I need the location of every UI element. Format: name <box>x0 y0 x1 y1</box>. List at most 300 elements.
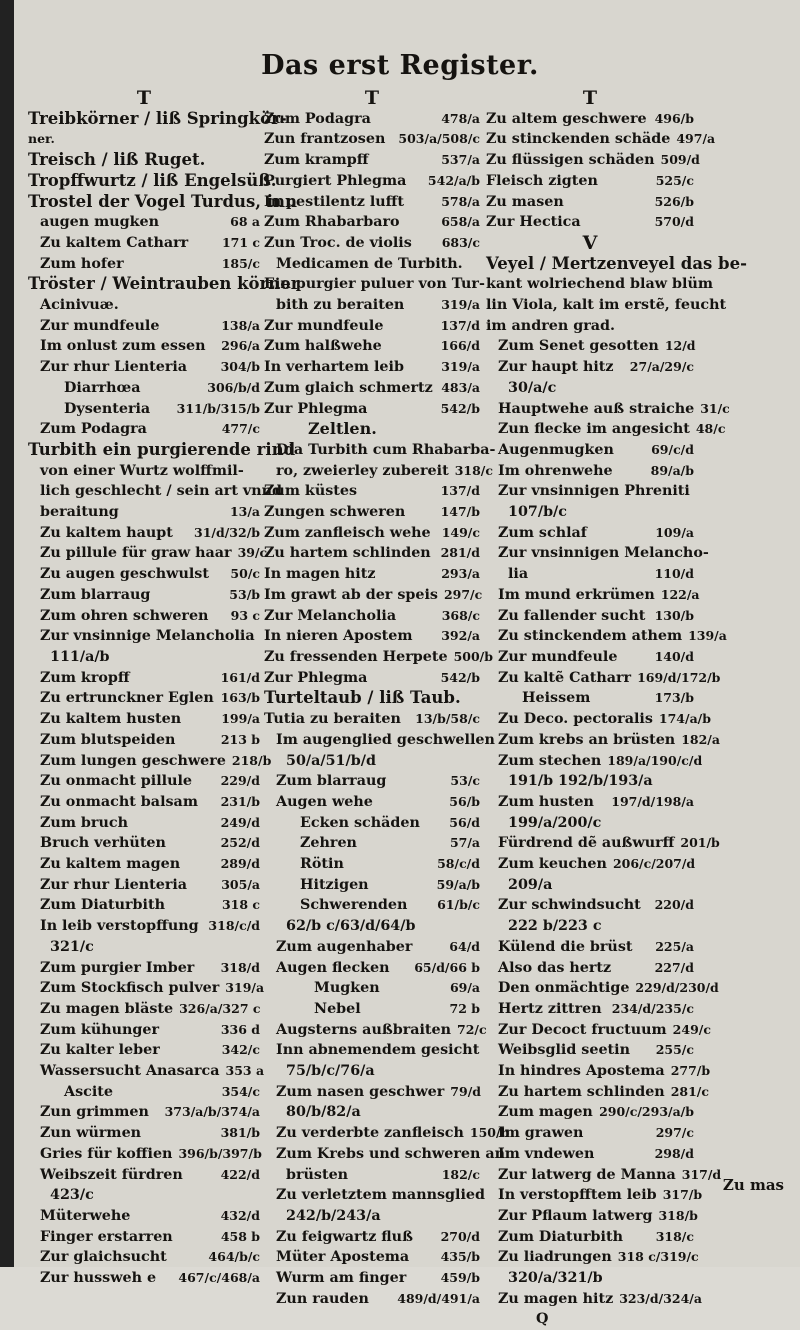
entry-term: Ecken schäden <box>300 814 420 831</box>
entry-page-ref: 318/c <box>655 1228 694 1244</box>
entry-page-ref: 53/b <box>229 586 260 602</box>
entry-term: Augen flecken <box>276 959 390 976</box>
entry-term: Tutia zu beraiten <box>264 711 401 728</box>
entry-page-ref: 683/c <box>441 234 480 250</box>
index-entry <box>486 1289 702 1310</box>
index-entry <box>486 150 700 171</box>
index-entry <box>486 523 694 544</box>
entry-term: Zum Senet gesotten <box>498 338 659 355</box>
entry-page-ref: 201/b <box>680 835 720 851</box>
index-entry <box>28 212 260 233</box>
index-entry <box>264 626 480 647</box>
entry-term: Zur Pflaum latwerg <box>498 1207 653 1224</box>
entry-term: Zur Melancholia <box>264 607 397 624</box>
index-entry <box>486 668 721 689</box>
entry-term: Zu hartem schlinden <box>264 545 431 562</box>
entry-term: In magen hitz <box>264 566 376 583</box>
entry-term: Zum nasen geschwer <box>276 1083 445 1100</box>
entry-term: augen mugken <box>40 214 160 231</box>
entry-term: Zur haupt hitz <box>498 359 614 376</box>
entry-page-ref: 13/b/58/c <box>415 711 480 727</box>
entry-term: Zu liadrungen <box>498 1249 612 1266</box>
index-entry <box>486 419 726 440</box>
entry-page-ref: 189/a/190/c/d <box>607 752 703 768</box>
index-entry <box>486 1165 722 1186</box>
entry-term: Zu feigwartz fluß <box>276 1228 413 1245</box>
entry-term: Zun würmen <box>40 1125 142 1142</box>
entry-term: Zur mundfeule <box>498 648 618 665</box>
index-entry <box>264 1165 480 1186</box>
index-entry <box>264 316 480 337</box>
index-entry <box>28 668 260 689</box>
index-entry <box>486 1185 703 1206</box>
headword: Trostel der Vogel Turdus, inn <box>28 191 298 211</box>
entry-term: Müterwehe <box>40 1207 131 1224</box>
entry-page-ref: 542/b <box>440 400 480 416</box>
entry-page-ref: 500/b <box>453 648 493 664</box>
index-entry <box>264 585 483 606</box>
headword: Treisch / liß Ruget. <box>28 150 206 170</box>
entry-page-ref: 137/d <box>440 317 480 333</box>
index-column-1 <box>28 87 300 1289</box>
index-line: 50/a/51/b/d <box>286 752 376 769</box>
index-entry <box>264 233 480 254</box>
entry-term: Zum Podagra <box>40 421 147 438</box>
entry-page-ref: 459/b <box>440 1270 480 1286</box>
index-entry <box>486 833 720 854</box>
entry-term: Zum halßwehe <box>264 338 382 355</box>
entry-page-ref: 64/d <box>449 938 480 954</box>
entry-page-ref: 318 c/319/c <box>617 1249 699 1265</box>
entry-term: Zum küstes <box>264 483 358 500</box>
entry-term: Zu ertrunckner Eglen <box>40 690 214 707</box>
entry-page-ref: 229/d/230/d <box>635 980 719 996</box>
entry-term: Zum Diaturbith <box>498 1228 623 1245</box>
entry-page-ref: 109/a <box>655 524 694 540</box>
entry-page-ref: 318/c/d <box>208 918 260 934</box>
entry-page-ref: 161/d <box>220 669 260 685</box>
index-line: Zur vnsinnige Melancholia <box>40 628 255 645</box>
entry-term: lia <box>508 566 529 583</box>
entry-term: Zum schlaf <box>498 524 587 541</box>
entry-term: Zu kaltem Catharr <box>40 234 189 251</box>
entry-term: Zum magen <box>498 1104 593 1121</box>
headword: Turbith ein purgierende rind <box>28 439 296 459</box>
index-entry <box>28 357 260 378</box>
index-entry <box>28 1123 260 1144</box>
entry-page-ref: 318/c <box>454 462 493 478</box>
entry-page-ref: 227/d <box>654 959 694 975</box>
headword: Tropffwurtz / liß Engelsüß. <box>28 170 277 190</box>
entry-page-ref: 318 c <box>221 897 260 913</box>
entry-page-ref: 489/d/491/a <box>397 1290 480 1306</box>
entry-page-ref: 174/a/b <box>658 711 711 727</box>
index-entry <box>264 564 480 585</box>
entry-page-ref: 342/c <box>221 1042 260 1058</box>
entry-term: Zu kaltem husten <box>40 711 182 728</box>
index-entry <box>264 212 480 233</box>
entry-term: Zu fallender sucht <box>498 607 646 624</box>
index-entry <box>28 792 260 813</box>
entry-term: Zur Phlegma <box>264 400 368 417</box>
entry-term: Zum Rhabarbaro <box>264 214 400 231</box>
index-entry <box>264 1082 480 1103</box>
index-entry <box>28 1102 260 1123</box>
subheading: Zeltlen. <box>308 419 377 439</box>
entry-page-ref: 537/a <box>441 152 480 168</box>
index-entry <box>486 1144 694 1165</box>
index-line: kant wolriechend blaw blüm <box>486 276 713 293</box>
index-entry <box>28 1082 260 1103</box>
entry-term: Zur Decoct fructuum <box>498 1021 667 1038</box>
index-entry <box>28 709 260 730</box>
index-entry <box>486 730 720 751</box>
entry-term: In hindres Apostema <box>498 1063 665 1080</box>
index-entry <box>28 502 260 523</box>
entry-page-ref: 72/c <box>457 1021 487 1037</box>
entry-term: In verhartem leib <box>264 359 404 376</box>
entry-term: Diarrhœa <box>64 379 141 396</box>
index-entry <box>28 958 260 979</box>
entry-page-ref: 249/d <box>220 814 260 830</box>
entry-term: Zu stinckendem athem <box>498 628 683 645</box>
index-entry <box>264 999 480 1020</box>
index-entry <box>486 937 694 958</box>
entry-term: bith zu beraiten <box>276 297 405 314</box>
index-entry <box>486 192 694 213</box>
index-line: 320/a/321/b <box>508 1270 603 1287</box>
entry-page-ref: 229/d <box>220 773 260 789</box>
index-entry <box>264 958 480 979</box>
entry-term: Zum Podagra <box>264 110 371 127</box>
entry-term: Mugken <box>314 980 380 997</box>
index-entry <box>264 813 480 834</box>
index-entry <box>264 543 480 564</box>
index-entry <box>264 1247 480 1268</box>
index-entry <box>28 771 260 792</box>
entry-page-ref: 61/b/c <box>437 897 480 913</box>
entry-page-ref: 59/a/b <box>436 876 480 892</box>
headword: Tröster / Weintrauben körner <box>28 274 300 294</box>
entry-term: brüsten <box>286 1166 349 1183</box>
entry-page-ref: 435/b <box>440 1249 480 1265</box>
entry-term: Zu Deco. pectoralis <box>498 711 653 728</box>
index-entry <box>486 399 730 420</box>
entry-page-ref: 319/a <box>441 297 480 313</box>
entry-page-ref: 68 a <box>230 214 260 230</box>
index-entry <box>486 792 694 813</box>
index-entry <box>486 212 694 233</box>
entry-page-ref: 138/a <box>221 317 260 333</box>
entry-page-ref: 213 b <box>220 731 260 747</box>
entry-term: Zu onmacht pillule <box>40 773 193 790</box>
index-entry <box>28 316 260 337</box>
entry-term: Zum stechen <box>498 752 602 769</box>
entry-page-ref: 467/c/468/a <box>178 1270 260 1286</box>
index-entry <box>28 730 260 751</box>
entry-term: Zu kaltẽ Catharr <box>498 669 632 686</box>
index-line: 209/a <box>508 876 553 893</box>
entry-term: Zu masen <box>486 193 564 210</box>
index-entry <box>486 129 716 150</box>
index-line: 75/b/c/76/a <box>286 1063 375 1080</box>
index-entry <box>486 999 694 1020</box>
index-entry <box>486 606 694 627</box>
entry-page-ref: 496/b <box>654 110 694 126</box>
entry-page-ref: 182/c <box>441 1166 480 1182</box>
index-line: 111/a/b <box>50 648 110 665</box>
entry-term: Den onmächtige <box>498 980 630 997</box>
entry-term: Zum zanfleisch wehe <box>264 524 431 541</box>
entry-page-ref: 252/d <box>220 835 260 851</box>
entry-term: Zu flüssigen schäden <box>486 152 655 169</box>
entry-term: Augen wehe <box>276 793 373 810</box>
index-entry <box>264 150 480 171</box>
entry-term: Zum krebs an brüsten <box>498 731 676 748</box>
index-line: Medicamen de Turbith. <box>276 255 463 272</box>
index-entry <box>28 543 268 564</box>
entry-term: Weibsglid seetin <box>498 1042 630 1059</box>
entry-term: Dysenteria <box>64 400 151 417</box>
index-entry <box>264 336 480 357</box>
entry-term: In verstopfftem leib <box>498 1187 657 1204</box>
index-entry <box>486 626 727 647</box>
index-entry <box>28 1268 260 1289</box>
entry-page-ref: 249/c <box>672 1021 711 1037</box>
index-entry <box>28 254 260 275</box>
index-line: lich geschlecht / sein art vnnd <box>40 483 283 500</box>
entry-page-ref: 318/d <box>220 959 260 975</box>
entry-page-ref: 432/d <box>220 1207 260 1223</box>
entry-term: Bruch verhüten <box>40 835 166 852</box>
entry-page-ref: 319/a <box>441 359 480 375</box>
entry-page-ref: 381/b <box>220 1125 260 1141</box>
entry-page-ref: 56/b <box>449 793 480 809</box>
entry-term: In leib verstopffung <box>40 918 199 935</box>
index-line: Zu verletztem mannsglied <box>276 1187 485 1204</box>
index-line: Acinivuæ. <box>40 297 119 314</box>
index-line: lin Viola, kalt im erstẽ, feucht <box>486 297 727 314</box>
entry-term: Im vndewen <box>498 1145 595 1162</box>
entry-page-ref: 306/b/d <box>207 379 260 395</box>
index-entry <box>486 854 694 875</box>
index-entry <box>264 1268 480 1289</box>
entry-term: Im onlust zum essen <box>40 338 206 355</box>
entry-term: Zun frantzosen <box>264 131 386 148</box>
index-line: 199/a/200/c <box>508 814 602 831</box>
entry-term: Finger erstarren <box>40 1228 173 1245</box>
entry-page-ref: 39/c <box>237 545 268 561</box>
entry-term: Zur schwindsucht <box>498 897 641 914</box>
index-entry <box>264 1227 480 1248</box>
entry-term: Zum bruch <box>40 814 128 831</box>
entry-term: In pestilentz lufft <box>264 193 405 210</box>
entry-term: Zu stinckenden schäde <box>486 131 671 148</box>
entry-term: Zu fressenden Herpete <box>264 648 448 665</box>
index-entry <box>486 564 694 585</box>
index-entry <box>28 1165 260 1186</box>
entry-term: Im grawen <box>498 1125 584 1142</box>
entry-page-ref: 206/c/207/d <box>612 856 696 872</box>
index-entry <box>486 1082 709 1103</box>
entry-page-ref: 220/d <box>654 897 694 913</box>
entry-term: Nebel <box>314 1000 361 1017</box>
entry-page-ref: 317/d <box>681 1166 722 1182</box>
entry-page-ref: 478/a <box>441 110 480 126</box>
entry-page-ref: 130/b <box>654 607 694 623</box>
entry-page-ref: 525/c <box>655 172 694 188</box>
index-entry <box>264 461 493 482</box>
headword: Treibkörner / liß Springkör- <box>28 108 287 128</box>
entry-term: Weibszeit fürdren <box>40 1166 183 1183</box>
index-entry <box>264 937 480 958</box>
entry-term: Also das hertz <box>498 959 612 976</box>
section-letter: T <box>364 87 380 109</box>
entry-page-ref: 464/b/c <box>208 1249 260 1265</box>
entry-page-ref: 185/c <box>221 255 260 271</box>
entry-term: Zu magen hitz <box>498 1290 614 1307</box>
entry-term: Zum Diaturbith <box>40 897 165 914</box>
index-line: im andren grad. <box>486 317 615 334</box>
entry-page-ref: 110/d <box>654 566 694 582</box>
entry-page-ref: 173/b <box>654 690 694 706</box>
entry-page-ref: 58/c/d <box>437 856 480 872</box>
entry-term: Zum blarraug <box>276 773 387 790</box>
entry-page-ref: 57/a <box>449 835 480 851</box>
index-entry <box>486 357 694 378</box>
index-line: Zur vnsinnigen Phreniti <box>498 483 690 500</box>
entry-term: Zun rauden <box>276 1290 369 1307</box>
index-line: 242/b/243/a <box>286 1207 381 1224</box>
index-entry <box>28 1144 260 1165</box>
index-entry <box>264 502 480 523</box>
entry-term: Zun grimmen <box>40 1104 149 1121</box>
entry-term: Müter Apostema <box>276 1249 410 1266</box>
entry-term: beraitung <box>40 504 119 521</box>
entry-term: Im ohrenwehe <box>498 462 613 479</box>
entry-page-ref: 281/c <box>670 1083 709 1099</box>
index-line: von einer Wurtz wolffmil- <box>40 462 244 479</box>
index-entry <box>28 564 260 585</box>
entry-page-ref: 290/c/293/a/b <box>599 1104 694 1120</box>
entry-page-ref: 72 b <box>449 1000 480 1016</box>
index-line: Zur vnsinnigen Melancho- <box>498 545 709 562</box>
entry-page-ref: 218/b <box>231 752 272 768</box>
entry-term: Zum blutspeiden <box>40 731 176 748</box>
entry-term: ro, zweierley zubereit <box>276 462 449 479</box>
index-entry <box>264 1123 510 1144</box>
entry-term: Zehren <box>300 835 357 852</box>
entry-page-ref: 150/b <box>469 1125 510 1141</box>
index-entry <box>28 1061 265 1082</box>
entry-term: Zum ohren schweren <box>40 607 209 624</box>
headword: Turteltaub / liß Taub. <box>264 688 461 708</box>
index-entry <box>264 895 480 916</box>
index-line: 62/b c/63/d/64/b <box>286 918 416 935</box>
index-entry <box>28 606 260 627</box>
entry-term: Purgiert Phlegma <box>264 172 407 189</box>
entry-page-ref: 503/a/508/c <box>398 131 480 147</box>
index-entry <box>264 378 480 399</box>
entry-page-ref: 298/d <box>654 1145 694 1161</box>
index-line: Dia Turbith cum Rhabarba- <box>276 441 496 458</box>
entry-term: Schwerenden <box>300 897 408 914</box>
entry-term: Ascite <box>64 1083 113 1100</box>
index-entry <box>28 399 260 420</box>
entry-page-ref: 289/d <box>220 856 260 872</box>
entry-page-ref: 483/a <box>441 379 480 395</box>
entry-page-ref: 509/d <box>660 152 700 168</box>
entry-page-ref: 163/b <box>220 690 260 706</box>
entry-term: Külend die brüst <box>498 938 633 955</box>
index-entry <box>28 916 260 937</box>
index-entry <box>28 1020 260 1041</box>
entry-page-ref: 69/c/d <box>651 441 694 457</box>
index-entry <box>486 688 694 709</box>
index-entry <box>264 357 480 378</box>
entry-term: Zur rhur Lienteria <box>40 876 188 893</box>
entry-term: Zun flecke im angesicht <box>498 421 690 438</box>
entry-page-ref: 270/d <box>440 1228 480 1244</box>
entry-term: Zum augenhaber <box>276 938 413 955</box>
entry-page-ref: 317/b <box>662 1187 703 1203</box>
index-entry <box>486 1020 711 1041</box>
entry-page-ref: 53/c <box>450 773 480 789</box>
index-entry <box>28 978 265 999</box>
entry-page-ref: 139/a <box>688 628 727 644</box>
index-entry <box>28 1040 260 1061</box>
index-entry <box>486 1247 699 1268</box>
entry-term: Zur latwerg de Manna <box>498 1166 676 1183</box>
index-entry <box>264 109 480 130</box>
entry-term: Zum Stockfisch pulver <box>40 980 220 997</box>
entry-term: Zun Troc. de violis <box>264 234 412 251</box>
index-entry <box>486 461 694 482</box>
index-entry <box>486 1123 694 1144</box>
index-entry <box>486 1040 694 1061</box>
entry-page-ref: 526/b <box>654 193 694 209</box>
entry-term: Zur rhur Lienteria <box>40 359 188 376</box>
entry-page-ref: 368/c <box>441 607 480 623</box>
entry-page-ref: 353 a <box>225 1063 265 1079</box>
entry-page-ref: 277/b <box>670 1063 711 1079</box>
entry-page-ref: 166/d <box>440 338 480 354</box>
entry-page-ref: 48/c <box>695 421 726 437</box>
index-entry <box>264 192 480 213</box>
catchword: Zu mas <box>722 1176 784 1194</box>
entry-term: Wurm am finger <box>276 1270 407 1287</box>
index-entry <box>264 833 480 854</box>
entry-term: Zum husten <box>498 793 594 810</box>
index-entry <box>486 336 694 357</box>
entry-term: Hauptwehe auß straiche <box>498 400 695 417</box>
entry-page-ref: 255/c <box>655 1042 694 1058</box>
entry-page-ref: 296/a <box>221 338 260 354</box>
entry-page-ref: 570/d <box>654 214 694 230</box>
index-entry <box>486 440 694 461</box>
index-entry <box>28 378 260 399</box>
entry-page-ref: 305/a <box>221 876 260 892</box>
entry-term: Heissem <box>522 690 591 707</box>
index-entry <box>28 854 260 875</box>
index-entry <box>264 647 493 668</box>
index-entry <box>28 585 260 606</box>
index-line: Q <box>536 1311 549 1328</box>
index-entry <box>486 709 711 730</box>
entry-page-ref: 396/b/397/b <box>178 1145 262 1161</box>
entry-term: Wassersucht Anasarca <box>40 1063 220 1080</box>
entry-page-ref: 373/a/b/374/a <box>164 1104 260 1120</box>
